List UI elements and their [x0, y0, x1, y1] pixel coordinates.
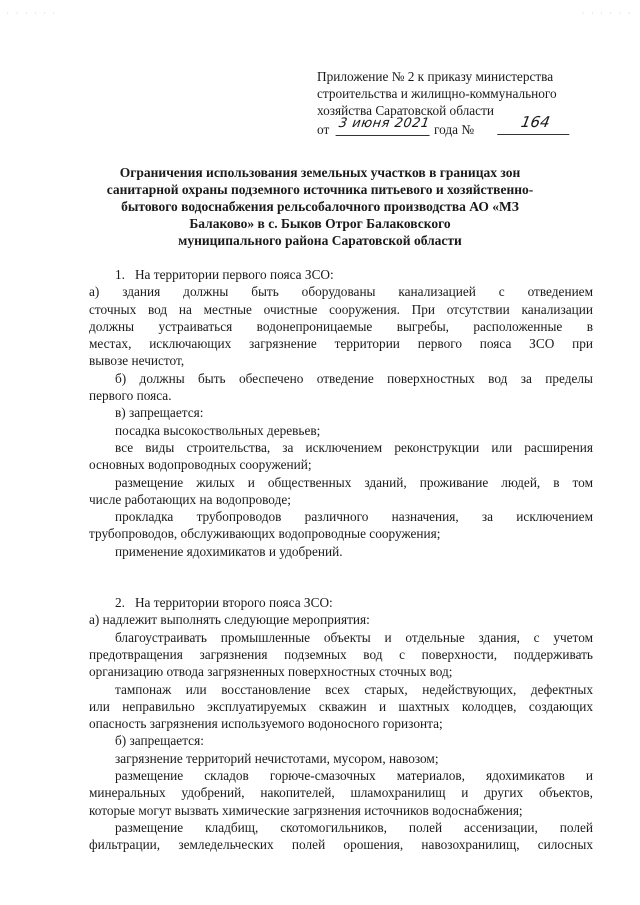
year-number-label: года № — [434, 122, 475, 137]
list-item: все виды строительства, за исключением реконструкции или расширения — [115, 439, 593, 455]
title-line: муниципального района Саратовской области — [178, 233, 462, 248]
paragraph-line: б) должны быть обеспечено отведение поверхностных вод за пределы — [115, 370, 593, 386]
section-2-heading: 2. На территории второго пояса ЗСО: — [115, 595, 333, 611]
scan-artifact-left: · · · · · · — [6, 10, 57, 17]
date-prefix-label: от — [317, 122, 330, 137]
paragraph-line: местах, исключающих загрязнение территории первого пояса ЗСО при — [89, 336, 593, 352]
paragraph-line: в) запрещается: — [115, 405, 204, 421]
title-line: Балаково» в с. Быков Отрог Балаковского — [189, 216, 451, 231]
paragraph-line: основных водопроводных сооружений; — [89, 457, 312, 473]
document-title — [60, 164, 580, 249]
appendix-line-3: хозяйства Саратовской области — [317, 103, 495, 118]
appendix-header — [317, 68, 607, 139]
section-1-heading: 1. На территории первого пояса ЗСО: — [115, 267, 334, 282]
title-line: бытового водоснабжения рельсобалочного производства АО «МЗ — [121, 199, 519, 214]
paragraph-line: числе работающих на водопроводе; — [89, 491, 291, 507]
paragraph-line: предотвращения загрязнения подземных вод с поверхности, поддерживать — [89, 646, 593, 662]
list-item: тампонаж или восстановление всех старых, недействующих, дефектных — [115, 681, 593, 697]
handwritten-date: 3 июня 2021 — [336, 115, 433, 136]
paragraph-line: фильтрации, земледельческих полей орошения, навозохранилищ, силосных — [89, 837, 593, 853]
paragraph-line: первого пояса. — [89, 388, 172, 404]
list-item: применение ядохимикатов и удобрений. — [115, 543, 343, 559]
title-line: Ограничения использования земельных участков в границах зон — [119, 165, 521, 180]
list-item: прокладка трубопроводов различного назначения, за исключением — [115, 509, 593, 525]
paragraph-line: минеральных удобрений, накопителей, шламохранилищ и других объектов, — [89, 785, 593, 801]
appendix-line-2: строительства и жилищно-коммунального — [317, 86, 557, 101]
paragraph-line: должны устраиваться водонепроницаемые выгребы, расположенные в — [89, 318, 593, 334]
paragraph-line: или неправильно эксплуатируемых скважин и шахтных колодцев, создающих — [89, 698, 593, 714]
paragraph-line: сточных вод на местные очистные сооружения. При отсутствии канализации — [89, 301, 593, 317]
handwritten-order-number: 164 — [497, 114, 573, 135]
list-item: размещение кладбищ, скотомогильников, полей ассенизации, полей — [115, 819, 593, 835]
paragraph-line: которые могут вызвать химические загрязнения источников водоснабжения; — [89, 802, 523, 818]
list-item: посадка высокоствольных деревьев; — [115, 422, 321, 438]
list-item: размещение жилых и общественных зданий, проживание людей, в том — [115, 474, 593, 490]
paragraph-line: а) здания должны быть оборудованы канализацией с отведением — [89, 284, 593, 300]
paragraph-line: трубопроводов, обслуживающих водопроводные сооружения; — [89, 526, 441, 542]
paragraph-line: организацию отвода загрязненных поверхностных сточных вод; — [89, 664, 453, 680]
list-item: загрязнение территорий нечистотами, мусором, навозом; — [115, 750, 439, 766]
paragraph-line: б) запрещается: — [115, 733, 204, 749]
appendix-line-1: Приложение № 2 к приказу министерства — [317, 69, 554, 84]
section-gap — [89, 577, 593, 594]
document-body — [89, 266, 593, 854]
paragraph-line: а) надлежит выполнять следующие мероприятия: — [89, 612, 370, 628]
paragraph-line: вывозе нечистот, — [89, 353, 185, 369]
paragraph-line: опасность загрязнения используемого водоносного горизонта; — [89, 716, 443, 732]
list-item: благоустраивать промышленные объекты и отдельные здания, с учетом — [115, 629, 593, 645]
appendix-date-line — [317, 113, 607, 139]
section-gap — [89, 560, 593, 577]
scan-artifact-right: · · · · · · — [581, 10, 632, 17]
list-item: размещение складов горюче-смазочных материалов, ядохимикатов и — [115, 768, 593, 784]
title-line: санитарной охраны подземного источника питьевого и хозяйственно- — [106, 182, 534, 197]
